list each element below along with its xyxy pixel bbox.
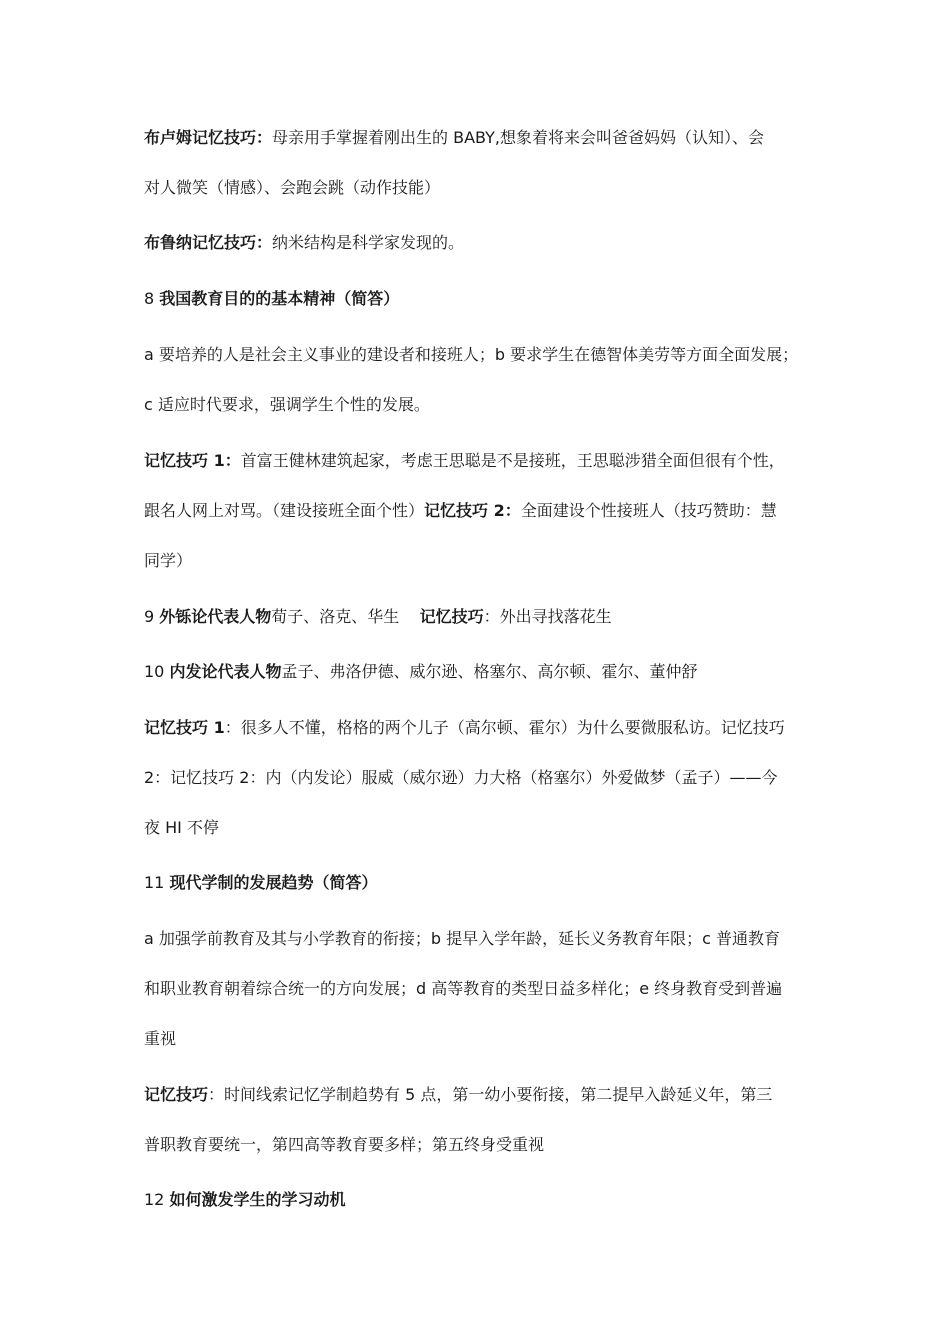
section-number: 9 — [144, 607, 160, 626]
text-line — [144, 344, 824, 366]
text-line — [144, 817, 824, 839]
section-heading — [144, 606, 824, 628]
text-span: a 要培养的人是社会主义事业的建设者和接班人；b 要求学生在德智体美劳等方面全面发展； — [144, 345, 799, 364]
text-span: ：很多人不懂，格格的两个儿子（高尔顿、霍尔）为什么要微服私访。记忆技巧 — [224, 718, 785, 737]
text-line — [144, 500, 824, 522]
section-number: 10 — [144, 662, 170, 681]
text-span: 普职教育要统一，第四高等教育要多样；第五终身受重视 — [144, 1135, 545, 1154]
section-number: 8 — [144, 289, 160, 308]
text-span: 全面建设个性接班人（技巧赞助：慧 — [520, 501, 777, 520]
section-title: 现代学制的发展趋势（简答） — [169, 873, 378, 892]
section-title: 如何激发学生的学习动机 — [169, 1190, 346, 1209]
text-span: c 适应时代要求，强调学生个性的发展。 — [144, 395, 430, 414]
bold-term: 布卢姆记忆技巧： — [144, 128, 273, 147]
bold-term: 记忆技巧 1： — [144, 451, 241, 470]
text-span: 对人微笑（情感）、会跑会跳（动作技能） — [144, 178, 441, 197]
text-line — [144, 394, 824, 416]
text-span: ：时间线索记忆学制趋势有 5 点，第一幼小要衔接，第二提早入龄延义年，第三 — [208, 1085, 773, 1104]
text-line — [144, 767, 824, 789]
text-line — [144, 717, 824, 739]
section-number: 11 — [144, 873, 170, 892]
text-span: 纳米结构是科学家发现的。 — [272, 233, 465, 252]
text-span: 2：记忆技巧 2：内（内发论）服威（威尔逊）力大格（格塞尔）外爱做梦（孟子）——今 — [144, 768, 778, 787]
text-span: 夜 HI 不停 — [144, 818, 219, 837]
text-line — [144, 978, 824, 1000]
text-span: a 加强学前教育及其与小学教育的衔接；b 提早入学年龄，延长义务教育年限；c 普通教育 — [144, 929, 781, 948]
section-title: 内发论代表人物 — [169, 662, 282, 681]
text-span: 孟子、弗洛伊德、威尔逊、格塞尔、高尔顿、霍尔、董仲舒 — [281, 662, 698, 681]
section-title: 外铄论代表人物 — [159, 607, 272, 626]
section-heading — [144, 872, 824, 894]
text-line — [144, 232, 824, 254]
text-span: 和职业教育朝着综合统一的方向发展；d 高等教育的类型日益多样化；e 终身教育受到普遍 — [144, 979, 783, 998]
text-line — [144, 177, 824, 199]
section-number: 12 — [144, 1190, 170, 1209]
text-line — [144, 1134, 824, 1156]
text-span: 重视 — [144, 1029, 177, 1048]
bold-term: 记忆技巧 2： — [424, 501, 521, 520]
bold-term: 布鲁纳记忆技巧： — [144, 233, 273, 252]
text-span: 跟名人网上对骂。（建设接班全面个性） — [144, 501, 425, 520]
section-heading — [144, 1189, 824, 1211]
section-title: 我国教育目的的基本精神（简答） — [159, 289, 400, 308]
section-heading — [144, 288, 824, 310]
text-line — [144, 1084, 824, 1106]
bold-term: 记忆技巧 — [419, 607, 484, 626]
text-line — [144, 450, 824, 472]
bold-term: 记忆技巧 1 — [144, 718, 225, 737]
text-line — [144, 928, 824, 950]
text-line — [144, 1028, 824, 1050]
text-span: ：外出寻找落花生 — [483, 607, 612, 626]
text-span: 同学） — [144, 551, 193, 570]
bold-term: 记忆技巧 — [144, 1085, 209, 1104]
text-span: 母亲用手掌握着刚出生的 BABY,想象着将来会叫爸爸妈妈（认知）、会 — [272, 128, 764, 147]
text-span: 首富王健林建筑起家，考虑王思聪是不是接班，王思聪涉猎全面但很有个性， — [240, 451, 785, 470]
section-heading — [144, 661, 824, 683]
text-line — [144, 127, 824, 149]
text-line — [144, 550, 824, 572]
text-span: 荀子、洛克、华生 — [271, 607, 420, 626]
